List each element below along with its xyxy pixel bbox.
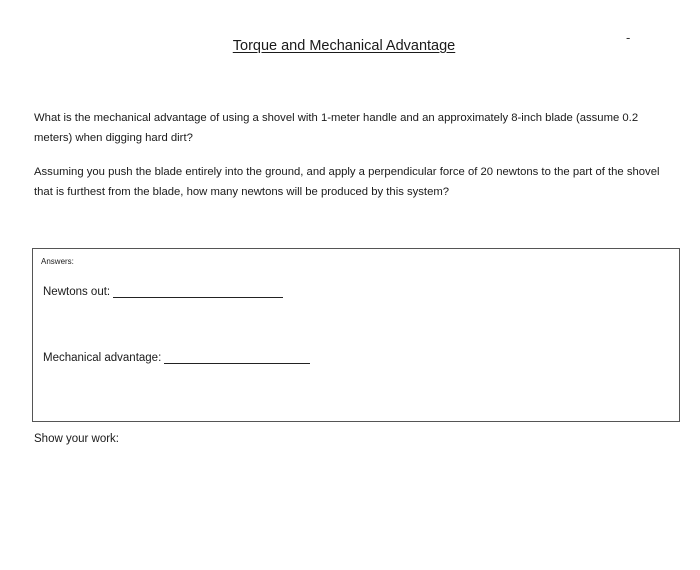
show-work-label: Show your work: — [34, 433, 120, 445]
mechanical-advantage-label: Mechanical advantage: — [43, 352, 162, 364]
question-paragraph-2: Assuming you push the blade entirely into the ground, and apply a perpendicular force of 20 newtons to the part of the shovel that is furthest from the blade, how many newtons will be produced by this system? — [34, 166, 660, 198]
mechanical-advantage-row — [43, 351, 310, 364]
newtons-out-blank[interactable] — [113, 285, 283, 298]
corner-dash-mark: - — [626, 30, 631, 45]
answers-box — [32, 248, 680, 422]
mechanical-advantage-blank[interactable] — [164, 351, 310, 364]
answers-label: Answers: — [41, 257, 74, 266]
page-title: Torque and Mechanical Advantage — [232, 38, 456, 54]
newtons-out-row — [43, 285, 283, 298]
question-paragraph-1: What is the mechanical advantage of using a shovel with 1-meter handle and an approximately 8-inch blade (assume 0.2 meters) when digging hard dirt? — [34, 112, 639, 144]
newtons-out-label: Newtons out: — [43, 286, 111, 298]
